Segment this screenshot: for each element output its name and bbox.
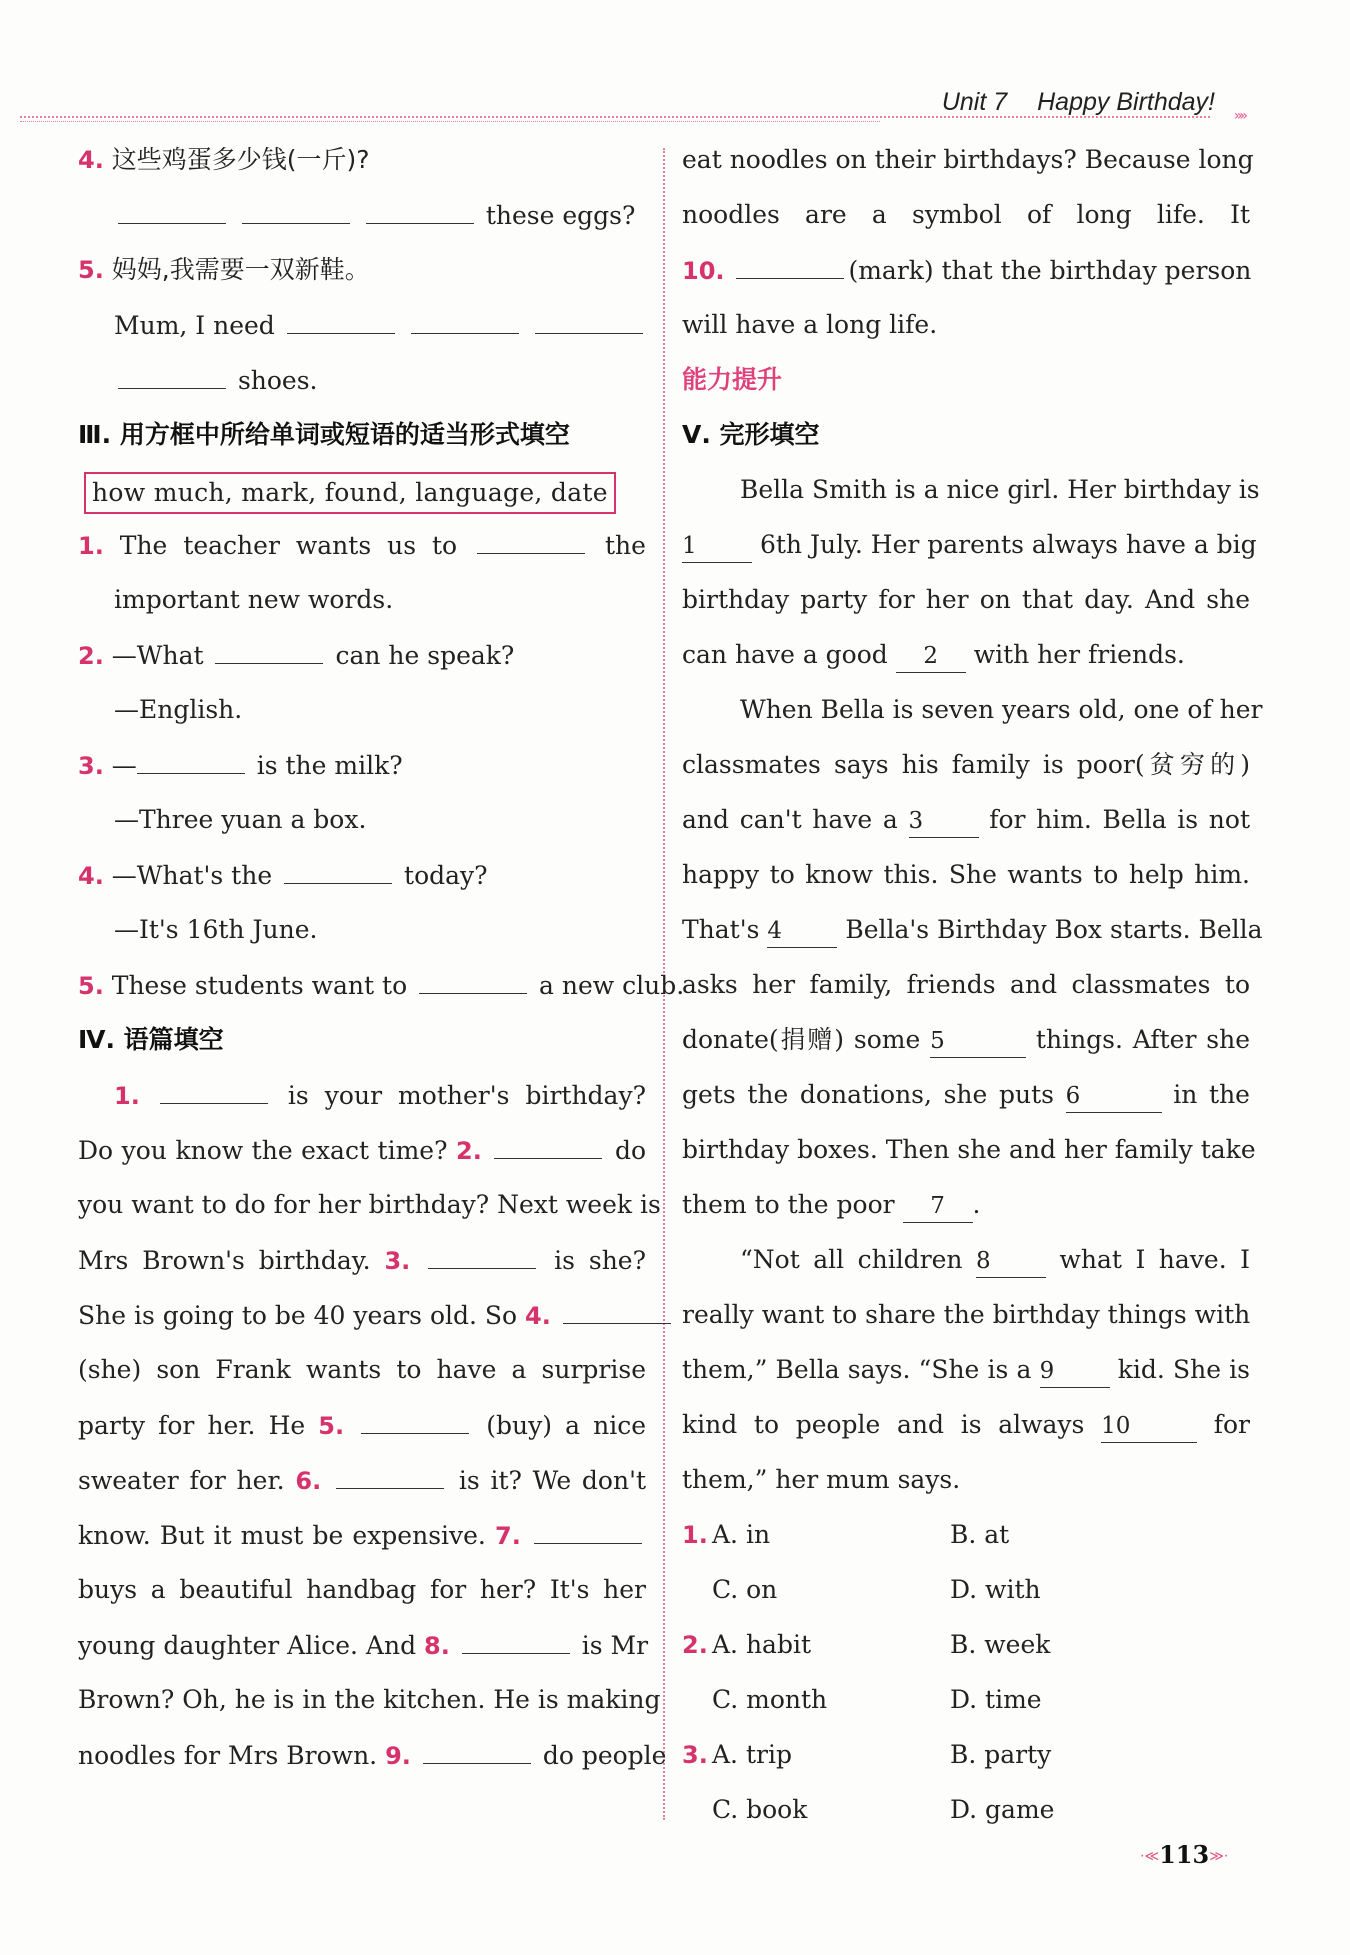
question-text: is the milk? <box>256 751 403 780</box>
cloze-line-18 <box>682 1403 1250 1458</box>
passage-text: do <box>614 1136 647 1165</box>
passage-line-1 <box>78 1073 646 1128</box>
option-a[interactable]: A. habit <box>712 1630 811 1659</box>
page-deco-right-icon: ≫· <box>1209 1848 1229 1865</box>
option-c[interactable]: C. book <box>712 1795 808 1824</box>
cloze-text: things. After she <box>1035 1025 1250 1054</box>
passage-line-3: you want to do for her birthday? Next week is <box>78 1190 661 1219</box>
answer-blank[interactable] <box>563 1293 671 1324</box>
cloze-text: with her friends. <box>973 640 1185 669</box>
cloze-blank-3[interactable]: 3 <box>909 805 979 838</box>
answer-blank[interactable] <box>534 1513 642 1544</box>
passage-line-8 <box>78 1458 646 1513</box>
word: the <box>605 531 646 560</box>
blank-number: 6. <box>295 1467 322 1495</box>
question-text: today? <box>404 861 488 890</box>
blank-number: 9. <box>385 1742 411 1770</box>
cloze-line-8: happy to know this. She wants to help him. <box>682 860 1250 889</box>
cloze-line-1: Bella Smith is a nice girl. Her birthday is <box>740 475 1260 504</box>
question-number: 1. <box>78 532 104 560</box>
cloze-text: in the <box>1173 1080 1250 1109</box>
passage-text: party for her. He <box>78 1411 306 1440</box>
cloze-text: That's <box>682 915 760 944</box>
answer-blank[interactable] <box>411 303 519 334</box>
question-text: can he speak? <box>335 641 515 670</box>
cloze-line-4 <box>682 633 1250 688</box>
passage-text: know. But it must be expensive. <box>78 1521 486 1550</box>
cloze-blank-5[interactable]: 5 <box>930 1025 1026 1058</box>
s3-question-5 <box>78 963 685 1018</box>
option-row-3b <box>682 1788 1250 1843</box>
option-b[interactable]: B. party <box>950 1740 1052 1769</box>
cloze-line-3: birthday party for her on that day. And she <box>682 585 1250 614</box>
word: teacher <box>183 531 280 560</box>
answer-blank[interactable] <box>423 1733 531 1764</box>
cloze-line-19: them,” her mum says. <box>682 1465 961 1494</box>
cloze-text: what I have. I <box>1059 1245 1251 1274</box>
question-number: 5. <box>78 972 104 1000</box>
passage-text: (buy) a nice <box>486 1411 646 1440</box>
option-d[interactable]: D. time <box>950 1685 1042 1714</box>
cloze-text: them to the poor <box>682 1190 895 1219</box>
answer-blank[interactable] <box>494 1128 602 1159</box>
answer-blank[interactable] <box>284 853 392 884</box>
answer-text: shoes. <box>237 366 318 395</box>
passage-line-2 <box>78 1128 646 1183</box>
passage-line-11 <box>78 1623 649 1678</box>
blank-number: 10. <box>682 257 725 285</box>
question-number: 3. <box>78 752 104 780</box>
passage-text: is Mr <box>581 1631 649 1660</box>
option-d[interactable]: D. with <box>950 1575 1041 1604</box>
question-5-answer <box>78 303 646 358</box>
cloze-text: them,” Bella says. “She is a <box>682 1355 1032 1384</box>
option-c[interactable]: C. on <box>712 1575 778 1604</box>
cloze-text: for <box>1213 1410 1251 1439</box>
cloze-line-2 <box>682 523 1257 578</box>
cloze-text: kind to people and is always <box>682 1410 1085 1439</box>
question-number: 2. <box>78 642 104 670</box>
cloze-blank-1[interactable]: 1 <box>682 530 752 563</box>
passage-text: Mrs Brown's birthday. <box>78 1246 371 1275</box>
question-text: 妈妈,我需要一双新鞋。 <box>111 255 370 284</box>
s3-question-3-line2: —Three yuan a box. <box>114 805 367 834</box>
passage-line-4 <box>78 1238 646 1293</box>
answer-blank[interactable] <box>215 633 323 664</box>
passage-line-5 <box>78 1293 646 1348</box>
passage-text: is your mother's birthday? <box>287 1081 646 1110</box>
section-3-title: Ⅲ. 用方框中所给单词或短语的适当形式填空 <box>78 420 570 449</box>
word: wants <box>295 531 372 560</box>
cloze-line-17 <box>682 1348 1250 1403</box>
question-text: 这些鸡蛋多少钱(一斤)? <box>111 145 370 174</box>
cloze-line-14 <box>682 1183 1250 1238</box>
header-title <box>942 88 1215 117</box>
page-header <box>20 88 1260 124</box>
cloze-line-5: When Bella is seven years old, one of her <box>740 695 1263 724</box>
unit-label: Unit 7 <box>941 88 1008 116</box>
page-deco-left-icon: ·≪ <box>1140 1848 1160 1865</box>
s3-question-2 <box>78 633 646 688</box>
section-5-title: Ⅴ. 完形填空 <box>682 420 820 449</box>
s3-question-4 <box>78 853 646 908</box>
cloze-text: kid. She is <box>1117 1355 1251 1384</box>
answer-blank[interactable] <box>477 523 585 554</box>
passage-text: Do you know the exact time? <box>78 1136 448 1165</box>
answer-blank[interactable] <box>535 303 643 334</box>
passage-line-14: eat noodles on their birthdays? Because long <box>682 145 1254 174</box>
passage-text: do people <box>542 1741 667 1770</box>
cloze-blank-10[interactable]: 10 <box>1101 1410 1197 1443</box>
passage-line-9 <box>78 1513 646 1568</box>
cloze-line-6: classmates says his family is poor(贫穷的) <box>682 750 1250 779</box>
answer-blank[interactable] <box>287 303 395 334</box>
question-number: 4. <box>78 862 104 890</box>
option-b[interactable]: B. week <box>950 1630 1051 1659</box>
question-text: These students want to <box>111 971 408 1000</box>
passage-line-6: (she) son Frank wants to have a surprise <box>78 1355 646 1384</box>
answer-blank[interactable] <box>361 1403 469 1434</box>
cloze-text: gets the donations, she puts <box>682 1080 1054 1109</box>
answer-blank[interactable] <box>242 193 350 224</box>
passage-text: sweater for her. <box>78 1466 285 1495</box>
passage-line-12: Brown? Oh, he is in the kitchen. He is making <box>78 1685 661 1714</box>
option-a[interactable]: A. in <box>712 1520 771 1549</box>
unit-title: Happy Birthday! <box>1037 88 1215 116</box>
question-number: 2. <box>682 1631 708 1659</box>
answer-blank[interactable] <box>118 358 226 389</box>
passage-text: (mark) that the birthday person <box>848 256 1252 285</box>
cloze-line-15 <box>682 1238 1250 1293</box>
cloze-text: Bella's Birthday Box starts. Bella <box>845 915 1263 944</box>
passage-text: noodles for Mrs Brown. <box>78 1741 378 1770</box>
option-b[interactable]: B. at <box>950 1520 1010 1549</box>
cloze-line-16: really want to share the birthday things with <box>682 1300 1251 1329</box>
passage-line-15: noodles are a symbol of long life. It <box>682 200 1250 229</box>
option-c[interactable]: C. month <box>712 1685 828 1714</box>
chevron-right-icon: »» <box>1233 108 1245 124</box>
answer-blank[interactable] <box>118 193 226 224</box>
answer-blank[interactable] <box>419 963 527 994</box>
s3-question-1-line2: important new words. <box>114 585 394 614</box>
left-column <box>78 138 685 1788</box>
cloze-line-10: asks her family, friends and classmates to <box>682 970 1250 999</box>
cloze-text: donate(捐赠) some <box>682 1025 921 1054</box>
blank-number: 1. <box>114 1082 140 1110</box>
word-box-line <box>78 468 646 523</box>
word: us <box>387 531 417 560</box>
s3-question-4-line2: —It's 16th June. <box>114 915 318 944</box>
question-number: 4. <box>78 146 104 174</box>
cloze-blank-6[interactable]: 6 <box>1066 1080 1162 1113</box>
cloze-blank-2[interactable]: 2 <box>896 640 966 673</box>
option-row-3 <box>682 1733 1250 1788</box>
option-row-1b <box>682 1568 1250 1623</box>
passage-text: is she? <box>554 1246 647 1275</box>
passage-text: She is going to be 40 years old. So <box>78 1301 518 1330</box>
cloze-line-7 <box>682 798 1250 853</box>
cloze-blank-7[interactable]: 7 <box>903 1190 973 1223</box>
header-rule-thin <box>20 121 880 122</box>
passage-line-16 <box>682 248 1250 303</box>
s3-question-1 <box>78 523 646 578</box>
blank-number: 8. <box>424 1632 450 1660</box>
right-column <box>682 138 1263 1843</box>
question-4 <box>78 138 646 193</box>
option-row-2b <box>682 1678 1250 1733</box>
answer-blank[interactable] <box>366 193 474 224</box>
word: The <box>119 531 168 560</box>
cloze-text: can have a good <box>682 640 888 669</box>
option-row-1 <box>682 1513 1250 1568</box>
question-5 <box>78 248 646 303</box>
answer-blank[interactable] <box>336 1458 444 1489</box>
cloze-line-13: birthday boxes. Then she and her family take <box>682 1135 1256 1164</box>
answer-blank[interactable] <box>428 1238 536 1269</box>
question-text: — <box>111 751 137 780</box>
answer-blank[interactable] <box>736 248 844 279</box>
blank-number: 5. <box>318 1412 345 1440</box>
question-number: 3. <box>682 1741 708 1769</box>
question-4-answer <box>78 193 646 248</box>
passage-line-10: buys a beautiful handbag for her? It's her <box>78 1575 646 1604</box>
cloze-blank-8[interactable]: 8 <box>976 1245 1046 1278</box>
blank-number: 3. <box>384 1247 411 1275</box>
cloze-text: . <box>972 1190 981 1219</box>
question-number: 1. <box>682 1521 708 1549</box>
option-d[interactable]: D. game <box>950 1795 1055 1824</box>
question-text: —What <box>111 641 204 670</box>
section-4-title: Ⅳ. 语篇填空 <box>78 1025 224 1054</box>
cloze-line-12 <box>682 1073 1250 1128</box>
blank-number: 7. <box>495 1522 521 1550</box>
answer-blank[interactable] <box>137 743 245 774</box>
cloze-text: for him. Bella is not <box>989 805 1250 834</box>
option-a[interactable]: A. trip <box>712 1740 792 1769</box>
s3-question-2-line2: —English. <box>114 695 243 724</box>
passage-text: young daughter Alice. And <box>78 1631 417 1660</box>
blank-number: 4. <box>525 1302 551 1330</box>
cloze-text: 6th July. Her parents always have a big <box>759 530 1257 559</box>
blank-number: 2. <box>456 1137 482 1165</box>
question-5-answer-line2 <box>78 358 646 413</box>
word: to <box>432 531 458 560</box>
question-text: —What's the <box>111 861 273 890</box>
answer-blank[interactable] <box>160 1073 268 1104</box>
answer-text: Mum, I need <box>114 311 275 340</box>
cloze-blank-4[interactable]: 4 <box>767 915 837 948</box>
cloze-line-11 <box>682 1018 1250 1073</box>
passage-text: is it? We don't <box>458 1466 646 1495</box>
cloze-blank-9[interactable]: 9 <box>1040 1355 1110 1388</box>
option-row-2 <box>682 1623 1250 1678</box>
cloze-text: “Not all children <box>740 1245 963 1274</box>
page-number <box>1140 1840 1228 1869</box>
cloze-text: and can't have a <box>682 805 898 834</box>
passage-line-17: will have a long life. <box>682 310 938 339</box>
s3-question-3 <box>78 743 646 798</box>
ability-title: 能力提升 <box>682 365 783 394</box>
passage-line-7 <box>78 1403 646 1458</box>
answer-text: these eggs? <box>485 201 636 230</box>
passage-line-13 <box>78 1733 667 1788</box>
page-number-text: 113 <box>1159 1840 1210 1869</box>
answer-blank[interactable] <box>462 1623 570 1654</box>
question-number: 5. <box>78 256 104 284</box>
word-box: how much, mark, found, language, date <box>84 472 616 514</box>
question-text: a new club. <box>539 971 685 1000</box>
cloze-line-9 <box>682 908 1263 963</box>
